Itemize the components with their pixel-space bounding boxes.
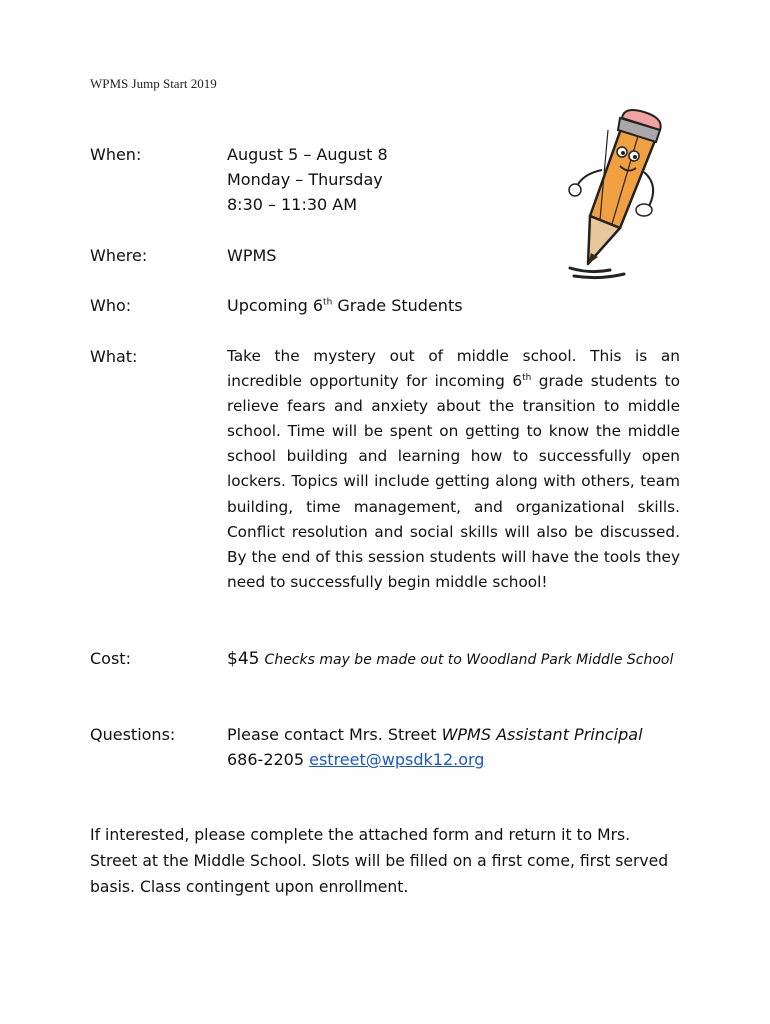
what-sup: th bbox=[522, 373, 532, 383]
cost-value bbox=[227, 646, 673, 673]
what-text-a: Take the mystery out of middle school. This is an incredible opportunity for incoming 6 bbox=[227, 347, 680, 391]
when-label: When: bbox=[90, 145, 142, 164]
cost-label: Cost: bbox=[90, 649, 131, 668]
questions-value bbox=[227, 722, 643, 772]
when-dates: August 5 – August 8 bbox=[227, 145, 388, 164]
who-value bbox=[227, 293, 463, 318]
questions-role: WPMS Assistant Principal bbox=[441, 725, 643, 744]
what-text-b: grade students to relieve fears and anxiety about the transition to middle school. Time will be spent on getting to know the middle school building and learning how to successfully open lockers. Topics will include getting along with others, team building, time management, and organizational skills. Conflict resolution and social skills will also be discussed. By the end of this session students will have the tools they need to successfully begin middle school! bbox=[227, 372, 680, 591]
cost-amount: $45 bbox=[227, 649, 260, 669]
who-sup: th bbox=[323, 297, 333, 308]
footer-paragraph: If interested, please complete the attached form and return it to Mrs. Street at the Middle School. Slots will be filled on a first come, first served basis. Class contingent upon enrollment. bbox=[90, 826, 669, 896]
when-days: Monday – Thursday bbox=[227, 170, 383, 189]
questions-contact: Please contact Mrs. Street bbox=[227, 725, 442, 744]
questions-label: Questions: bbox=[90, 725, 176, 744]
where-label: Where: bbox=[90, 246, 148, 265]
who-label: Who: bbox=[90, 296, 132, 315]
when-value bbox=[227, 142, 388, 217]
cost-note: Checks may be made out to Woodland Park Middle School bbox=[264, 652, 674, 668]
email-link[interactable]: estreet@wpsdk12.org bbox=[309, 750, 485, 769]
questions-contact-line bbox=[227, 722, 643, 747]
questions-phone-line bbox=[227, 747, 643, 772]
document-header: WPMS Jump Start 2019 bbox=[90, 76, 217, 91]
who-pre: Upcoming 6 bbox=[227, 296, 324, 315]
what-label: What: bbox=[90, 347, 138, 366]
questions-phone: 686-2205 bbox=[227, 750, 310, 769]
what-description bbox=[227, 344, 680, 595]
where-value: WPMS bbox=[227, 246, 277, 265]
who-post: Grade Students bbox=[332, 296, 463, 315]
when-time: 8:30 – 11:30 AM bbox=[227, 195, 358, 214]
pencil-character-icon bbox=[560, 108, 678, 288]
